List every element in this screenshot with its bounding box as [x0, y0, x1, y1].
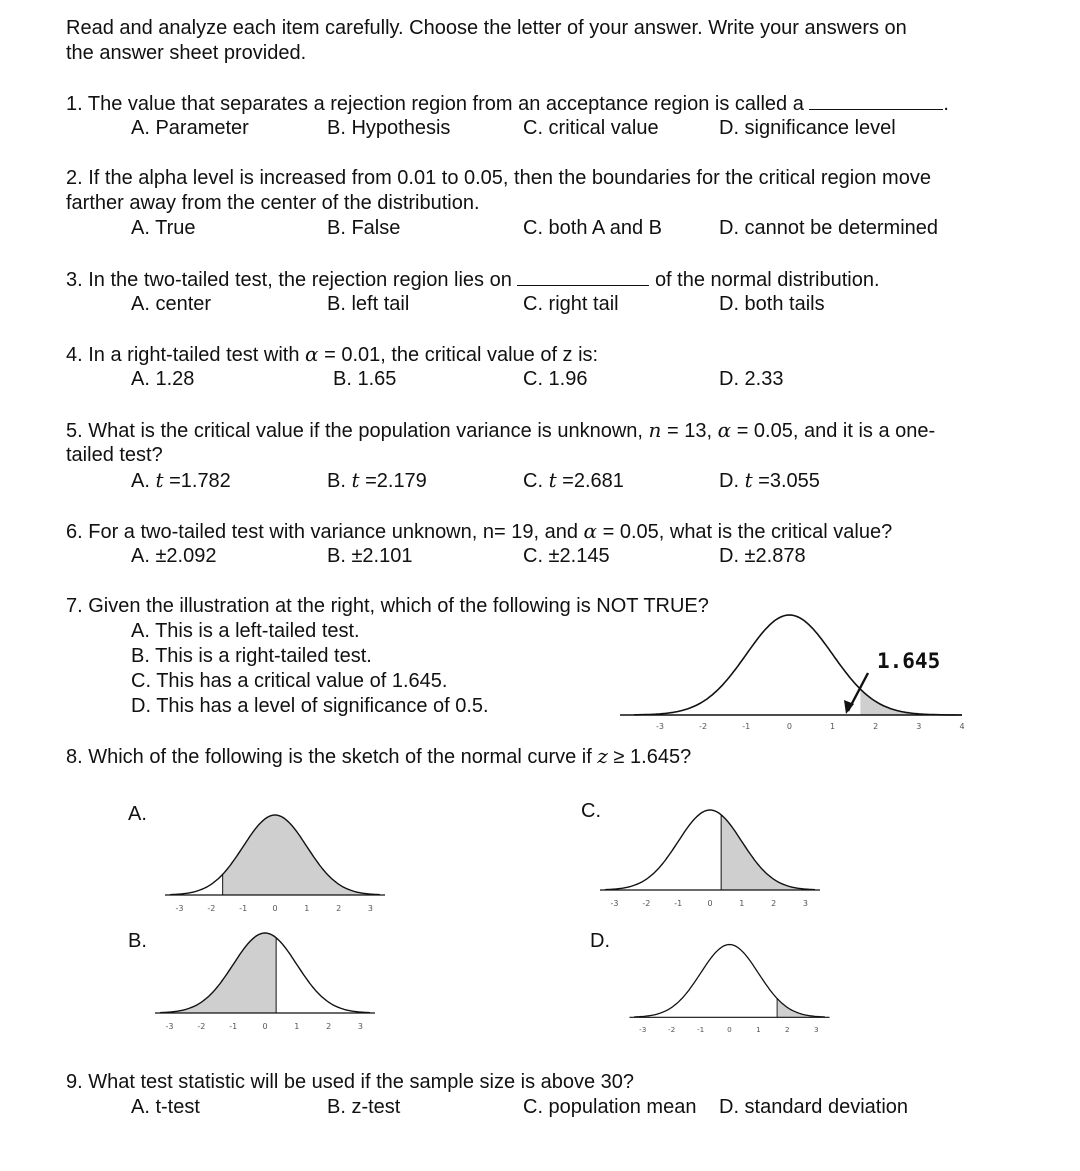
q8-d-tick-labels: [639, 1025, 819, 1034]
q4-option-c: C. 1.96: [523, 368, 588, 390]
q7-tick-label: 4: [959, 722, 965, 731]
q8-tick-label: -3: [639, 1024, 647, 1034]
q6-option-b: B. ±2.101: [327, 545, 413, 567]
q8-b-tick-labels: [166, 1022, 363, 1031]
q8-label-b: B.: [128, 930, 147, 952]
q9-stem: 9. What test statistic will be used if the sample size is above 30?: [66, 1071, 635, 1093]
q8-tick-label: 2: [785, 1024, 790, 1034]
q5-stem-line-1: 5. What is the critical value if the population variance is unknown, n = 13, α = 0.05, and it is a one-: [66, 418, 936, 442]
q8-d-bell-curve: [634, 945, 825, 1017]
q8-tick-label: 0: [262, 1022, 268, 1031]
q8-label-d: D.: [590, 930, 610, 952]
q7-option-d: D. This has a level of significance of 0.5.: [131, 695, 489, 717]
q3-option-b: B. left tail: [327, 293, 410, 315]
q8-tick-label: 3: [802, 899, 809, 908]
q8-tick-label: 1: [756, 1024, 761, 1034]
q7-stem: 7. Given the illustration at the right, which of the following is NOT TRUE?: [66, 595, 709, 617]
q7-option-a: A. This is a left-tailed test.: [131, 620, 360, 642]
q1-stem: 1. The value that separates a rejection region from an acceptance region is called a .: [66, 93, 949, 115]
q7-normal-curve-figure: [600, 605, 980, 745]
q3-blank: [517, 267, 649, 286]
q6-option-c: C. ±2.145: [523, 545, 610, 567]
q8-tick-label: -2: [668, 1024, 676, 1034]
q1-option-a: A. Parameter: [131, 117, 249, 139]
q8-tick-label: 0: [727, 1024, 732, 1034]
q2-option-c: C. both A and B: [523, 217, 662, 239]
q4-option-a: A. 1.28: [131, 368, 195, 390]
q8-sketch-d: [612, 940, 847, 1040]
q3-option-a: A. center: [131, 293, 212, 315]
q7-option-b: B. This is a right-tailed test.: [131, 645, 372, 667]
q5-option-b: B. t =2.179: [327, 468, 427, 492]
q8-tick-label: 2: [336, 904, 342, 913]
q1-option-d: D. significance level: [719, 117, 896, 139]
q8-sketch-c: [585, 800, 835, 920]
q8-c-bell-curve: [605, 810, 815, 890]
q8-tick-label: -1: [674, 899, 683, 908]
q2-stem-line-2: farther away from the center of the distribution.: [66, 192, 480, 214]
q7-tick-label: 0: [786, 722, 792, 731]
q9-option-a: A. t-test: [131, 1096, 200, 1118]
q4-option-b: B. 1.65: [333, 368, 397, 390]
q7-tick-label: -1: [742, 722, 751, 731]
q8-a-tick-labels: [176, 904, 373, 913]
q5-option-d: D. t =3.055: [719, 468, 820, 492]
q1-option-b: B. Hypothesis: [327, 117, 451, 139]
q7-tick-label: 3: [916, 722, 922, 731]
q6-option-d: D. ±2.878: [719, 545, 806, 567]
q8-tick-label: -2: [207, 904, 216, 913]
q8-tick-label: 0: [272, 904, 278, 913]
q1-blank: [809, 91, 943, 110]
q9-option-d: D. standard deviation: [719, 1096, 909, 1118]
q8-tick-label: -2: [642, 899, 651, 908]
q8-tick-label: 2: [771, 899, 777, 908]
q8-c-shaded-region: [721, 815, 815, 890]
q7-tick-label: -2: [699, 722, 708, 731]
q9-option-b: B. z-test: [327, 1096, 401, 1118]
q8-tick-label: -1: [239, 904, 248, 913]
instructions-line-1: Read and analyze each item carefully. Choose the letter of your answer. Write your answers on: [66, 17, 907, 39]
q8-stem: 8. Which of the following is the sketch of the normal curve if z ≥ 1.645?: [66, 744, 692, 768]
q8-tick-label: 1: [304, 904, 310, 913]
q8-tick-label: 3: [357, 1022, 364, 1031]
q8-tick-label: 3: [813, 1024, 819, 1034]
q8-c-tick-labels: [611, 899, 808, 908]
q4-option-d: D. 2.33: [719, 368, 784, 390]
q2-option-d: D. cannot be determined: [719, 217, 939, 239]
q7-tick-label: -3: [656, 722, 664, 731]
q6-stem: 6. For a two-tailed test with variance unknown, n= 19, and α = 0.05, what is the critical value?: [66, 519, 893, 543]
q8-tick-label: -1: [696, 1024, 705, 1034]
q2-option-b: B. False: [327, 217, 401, 239]
q3-option-c: C. right tail: [523, 293, 619, 315]
q8-tick-label: -1: [229, 1022, 238, 1031]
q7-tick-labels: [656, 722, 965, 731]
q9-option-c: C. population mean: [523, 1096, 697, 1118]
q7-critical-value-label: 1.645: [877, 649, 941, 673]
q3-option-d: D. both tails: [719, 293, 825, 315]
q8-tick-label: -3: [610, 899, 619, 908]
q3-stem: 3. In the two-tailed test, the rejection region lies on of the normal distribution.: [66, 269, 880, 291]
q8-label-c: C.: [581, 800, 601, 822]
q8-a-shaded-region: [223, 815, 380, 895]
q8-tick-label: 1: [739, 899, 745, 908]
q7-tick-label: 2: [873, 722, 879, 731]
q7-tick-label: 1: [830, 722, 836, 731]
q8-tick-label: -3: [165, 1022, 174, 1031]
q7-option-c: C. This has a critical value of 1.645.: [131, 670, 448, 692]
q8-label-a: A.: [128, 803, 147, 825]
q8-sketch-b: [140, 928, 390, 1038]
q2-stem-line-1: 2. If the alpha level is increased from 0.01 to 0.05, then the boundaries for the critical region move: [66, 167, 931, 189]
q8-b-shaded-region: [160, 933, 276, 1013]
q2-option-a: A. True: [131, 217, 196, 239]
q8-tick-label: -2: [197, 1022, 206, 1031]
q8-tick-label: 2: [326, 1022, 332, 1031]
instructions-line-2: the answer sheet provided.: [66, 42, 307, 64]
q8-tick-label: 1: [294, 1022, 300, 1031]
q5-option-a: A. t =1.782: [131, 468, 231, 492]
q5-stem-line-2: tailed test?: [66, 444, 163, 466]
q6-option-a: A. ±2.092: [131, 545, 217, 567]
q5-option-c: C. t =2.681: [523, 468, 624, 492]
q1-option-c: C. critical value: [523, 117, 659, 139]
q8-sketch-a: [150, 810, 400, 920]
q8-tick-label: -3: [175, 904, 184, 913]
q8-tick-label: 0: [707, 899, 713, 908]
q4-stem: 4. In a right-tailed test with α = 0.01, the critical value of z is:: [66, 342, 599, 366]
q8-tick-label: 3: [367, 904, 374, 913]
